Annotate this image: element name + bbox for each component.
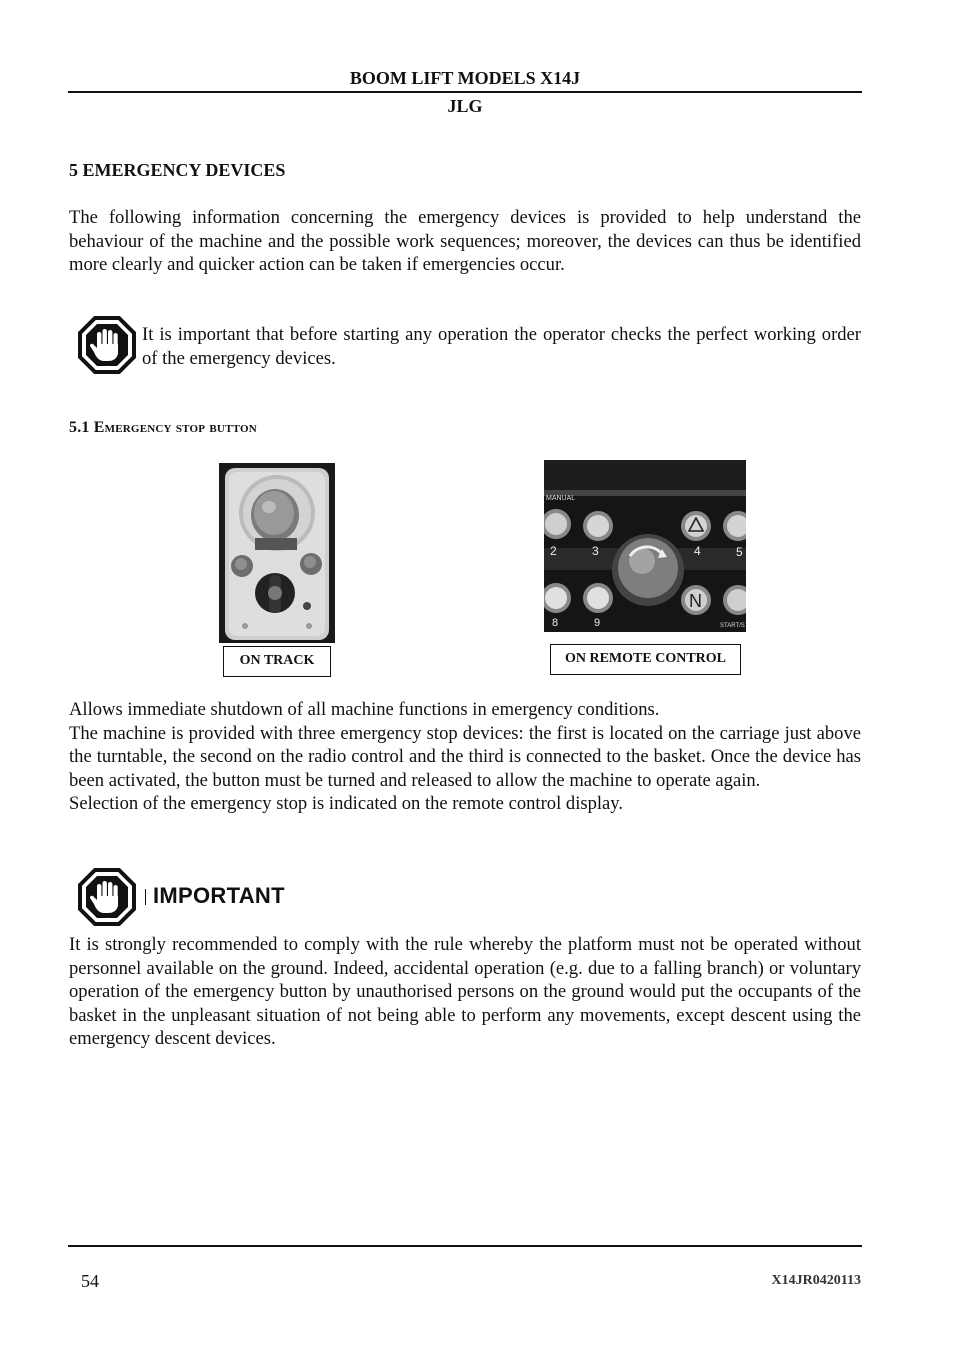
remote-manual-label: MANUAL xyxy=(546,495,576,502)
important-divider xyxy=(145,889,146,905)
header-rule xyxy=(68,91,862,93)
important-text: It is strongly recommended to comply with the rule whereby the platform must not be operated without personnel available on the ground. Indeed, accidental operation (e.g. due to a falling branch) or voluntary operation of the emergency button by unauthorised persons on the ground would put the occupants of the basket in the unpleasant situation of not being able to perform any movements, except descent using the emergency descent devices. xyxy=(69,934,861,1050)
remote-button-number: 8 xyxy=(552,617,559,629)
remote-button-number: 4 xyxy=(694,544,701,558)
description-paragraph: The machine is provided with three emergency stop devices: the first is located on the carriage just above the turntable, the second on the radio control and the third is connected to the basket. Once the device has been activated, the button must be turned and released to allow the machine to operate again. xyxy=(69,722,861,791)
description-paragraph: Allows immediate shutdown of all machine functions in emergency conditions. xyxy=(69,699,660,720)
description-text xyxy=(69,698,861,816)
important-label: IMPORTANT xyxy=(153,883,285,908)
remote-button-number: 5 xyxy=(736,545,743,559)
track-emergency-stop-photo xyxy=(219,463,335,643)
remote-button-number: 3 xyxy=(592,544,599,558)
remote-n-label: N xyxy=(689,591,702,611)
document-code: X14JR0420113 xyxy=(771,1273,861,1288)
caption-on-remote-control: ON REMOTE CONTROL xyxy=(550,644,741,675)
footer-rule xyxy=(68,1245,862,1247)
remote-button-number: 2 xyxy=(550,544,557,558)
description-paragraph: Selection of the emergency stop is indicated on the remote control display. xyxy=(69,793,624,815)
page-number: 54 xyxy=(81,1271,99,1291)
document-title: BOOM LIFT MODELS X14J xyxy=(349,68,581,88)
remote-start-label: START/S xyxy=(720,623,745,629)
remote-button-number: 9 xyxy=(594,617,601,629)
subsection-heading: 5.1 Emergency stop button xyxy=(69,419,257,436)
intro-paragraph: The following information concerning the emergency devices is provided to help understand the behaviour of the machine and the possible work sequences; moreover, the devices can thus be identified more clearly and quicker action can be taken if emergencies occur. xyxy=(69,207,861,276)
caption-on-track: ON TRACK xyxy=(223,646,331,677)
remote-control-photo xyxy=(544,460,746,632)
brand-name: JLG xyxy=(447,96,483,116)
section-heading: 5 EMERGENCY DEVICES xyxy=(69,160,286,180)
stop-hand-icon xyxy=(78,868,136,926)
stop-hand-icon xyxy=(78,316,136,374)
warning-text: It is important that before starting any operation the operator checks the perfect working order of the emergency devices. xyxy=(142,324,861,369)
